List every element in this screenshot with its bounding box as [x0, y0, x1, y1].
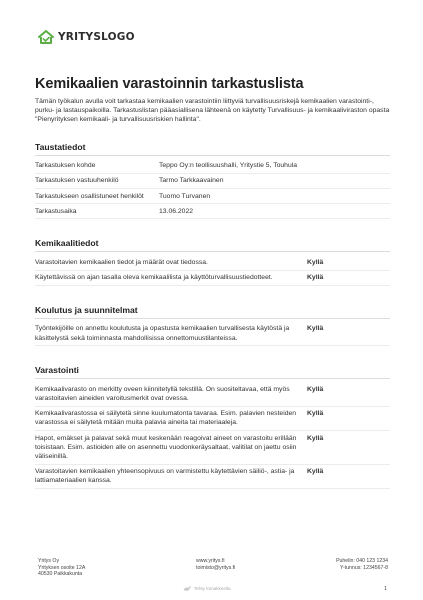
row-value: 13.06.2022 [159, 207, 194, 215]
row-value: Teppo Oy:n teollisuushalli, Yritystie 5, Touhula [159, 162, 298, 170]
checklist-answer: Kyllä [307, 258, 324, 266]
section-title: Taustatiedot [35, 142, 390, 156]
company-logo [38, 30, 135, 44]
section-title: Varastointi [35, 365, 390, 379]
table-row [35, 173, 390, 188]
logo-text: YRITYSLOGO [58, 31, 135, 43]
document-body [35, 76, 390, 498]
checklist-question: Kemikaalivarasto on merkitty oveen kiinnitetyllä tekstillä. On suositeltavaa, että myös varastoitavien aineiden varoitusmerkit ovat ovessa. [35, 385, 290, 402]
checklist-question: Varastoitavien kemikaalien tiedot ja määrät ovat tiedossa. [35, 258, 208, 266]
table-row [35, 255, 390, 270]
footer-street: Yrityksen osoite 12A [38, 564, 86, 571]
page-number: 1 [384, 586, 387, 592]
footer-phone: Puhelin: 040 123 1234 [336, 558, 388, 564]
section-chemicals [35, 238, 390, 285]
storage-checklist [35, 382, 390, 489]
section-basic-info [35, 142, 390, 220]
table-row [35, 204, 390, 219]
table-row [35, 382, 390, 406]
bird-icon [183, 585, 192, 592]
section-title: Koulutus ja suunnitelmat [35, 305, 390, 319]
checklist-answer: Kyllä [307, 274, 324, 282]
section-storage [35, 365, 390, 489]
document-title: Kemikaalien varastoinnin tarkastuslista [35, 76, 304, 92]
made-with-badge [183, 585, 231, 592]
checklist-answer: Kyllä [307, 385, 324, 393]
made-with-text: Tehty lomakkeella [194, 586, 231, 591]
table-row [35, 189, 390, 204]
house-check-icon [38, 30, 54, 44]
checklist-question: Kemikaalivarastossa ei säilytetä sinne kuulumatonta tavaraa. Esim. palavien nesteiden varastossa ei säilytetä mitään muita palavia aineita tai materiaaleja. [35, 410, 297, 427]
training-checklist [35, 322, 390, 346]
checklist-answer: Kyllä [307, 434, 324, 442]
checklist-answer: Kyllä [307, 410, 324, 418]
section-title: Kemikaalitiedot [35, 238, 390, 252]
table-row [35, 406, 390, 430]
checklist-answer: Kyllä [307, 325, 324, 333]
table-row [35, 159, 390, 174]
checklist-question: Työntekijöille on annettu koulutusta ja opastusta kemikaalien turvallisesta käytöstä ja käsittelystä sekä toiminnasta mahdollisissa onnettomuustilanteissa. [35, 325, 290, 342]
row-label: Tarkastusaika [35, 207, 77, 215]
checklist-question: Hapot, emäkset ja palavat sekä muut keskenään reagoivat aineet on varastoitu erillään toisistaan. Esim. astioiden alle on asennettu vuodonkeräysaltaat, valitilat on jaettu osiin väliseinillä. [35, 434, 297, 460]
table-row [35, 464, 390, 488]
footer-email[interactable]: toimisto@yritys.fi [196, 564, 236, 571]
footer-company: Yritys Oy [38, 558, 60, 564]
row-value: Tarmo Tarkkaavainen [159, 177, 224, 185]
intro-text: Tämän työkalun avulla voit tarkastaa kemikaalien varastointiin liittyviä turvallisuusriskejä kemikaalien varastointi-, purku- ja lastauspaikoilla. Tarkastuslistan pääasiallisena lähteenä on käytetty Turvallisuus- ja kemikaaliviraston opasta "Pienyrityksen kemikaali- ja turvallisuusriskien hallinta". [35, 98, 390, 124]
chemicals-checklist [35, 255, 390, 285]
footer-address [38, 558, 85, 578]
checklist-answer: Kyllä [307, 468, 324, 476]
checklist-question: Varastoitavien kemikaalien yhteensopivuus on varmistettu käytettävien säiliö-, astia- ja lattiamateriaalien kanssa. [35, 468, 295, 485]
table-row [35, 431, 390, 465]
row-label: Tarkastukseen osallistuneet henkilöt [35, 192, 144, 200]
table-row [35, 270, 390, 285]
footer-ids [336, 558, 388, 571]
section-training [35, 305, 390, 346]
footer-business-id: Y-tunnus: 1234567-8 [340, 564, 388, 571]
footer-city: 40530 Paikkakunta [38, 571, 83, 578]
basic-info-table [35, 159, 390, 220]
table-row [35, 322, 390, 346]
footer-web[interactable]: www.yritys.fi [196, 558, 225, 564]
row-value: Tuomo Turvanen [159, 192, 211, 200]
footer-contact [196, 558, 235, 571]
checklist-question: Käytettävissä on ajan tasalla oleva kemikaalilista ja käyttöturvallisuustiedotteet. [35, 274, 273, 282]
row-label: Tarkastuksen vastuuhenkilö [35, 177, 119, 185]
row-label: Tarkastuksen kohde [35, 162, 96, 170]
